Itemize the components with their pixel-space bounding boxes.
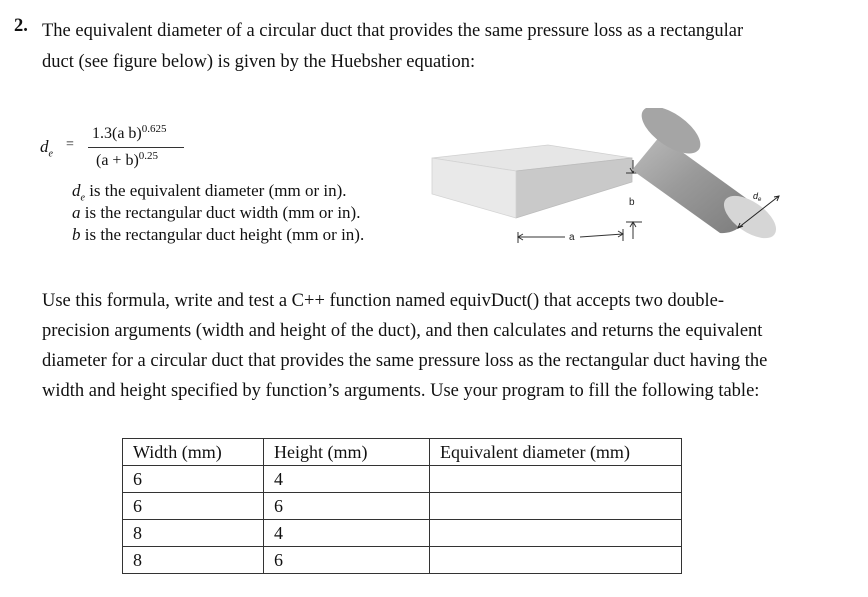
cell-height: 6 — [264, 547, 430, 574]
table-row — [123, 547, 682, 574]
cell-width: 6 — [123, 493, 264, 520]
table-row — [123, 493, 682, 520]
table-header-row — [123, 439, 682, 466]
definition-b: b is the rectangular duct height (mm or in). — [72, 225, 365, 244]
header-equivalent-diameter: Equivalent diameter (mm) — [430, 439, 682, 466]
instruction-line2: precision arguments (width and height of the duct), and then calculates and returns the equivalent — [42, 321, 763, 341]
cell-equivalent-diameter[interactable] — [430, 493, 682, 520]
instruction-line3: diameter for a circular duct that provides the same pressure loss as the rectangular duct having the — [42, 351, 768, 371]
table-row — [123, 520, 682, 547]
instruction-line4: width and height specified by function’s arguments. Use your program to fill the following table: — [42, 381, 760, 401]
cell-width: 6 — [123, 466, 264, 493]
table-row — [123, 466, 682, 493]
results-table — [122, 438, 682, 574]
fraction-line — [88, 147, 184, 148]
cell-height: 4 — [264, 466, 430, 493]
definition-de: $d_e$ is the equivalent diameter (mm or in). — [72, 181, 347, 204]
cell-equivalent-diameter[interactable] — [430, 547, 682, 574]
label-b: b — [629, 197, 635, 208]
duct-figure — [420, 108, 790, 248]
label-a: a — [569, 232, 575, 243]
cell-width: 8 — [123, 547, 264, 574]
definition-a: a is the rectangular duct width (mm or in). — [72, 203, 361, 222]
cell-equivalent-diameter[interactable] — [430, 466, 682, 493]
question-text-line2: duct (see figure below) is given by the Huebsher equation: — [42, 52, 476, 72]
question-number: 2. — [14, 16, 28, 36]
header-width: Width (mm) — [123, 439, 264, 466]
equation-denominator: $(a + b)^{0.25}$ — [96, 150, 159, 169]
header-height: Height (mm) — [264, 439, 430, 466]
equation-numerator: 1.3(a b)$^{0.625}$ — [92, 123, 167, 142]
label-de: $d_e$ — [753, 191, 762, 203]
cell-width: 8 — [123, 520, 264, 547]
cell-height: 4 — [264, 520, 430, 547]
question-text-line1: The equivalent diameter of a circular duct that provides the same pressure loss as a rectangular — [42, 21, 744, 41]
cell-height: 6 — [264, 493, 430, 520]
cell-equivalent-diameter[interactable] — [430, 520, 682, 547]
instruction-line1: Use this formula, write and test a C++ function named equivDuct() that accepts two double- — [42, 291, 725, 311]
equation-equals: = — [66, 137, 74, 152]
equation-lhs: $d_e$ — [40, 137, 53, 160]
